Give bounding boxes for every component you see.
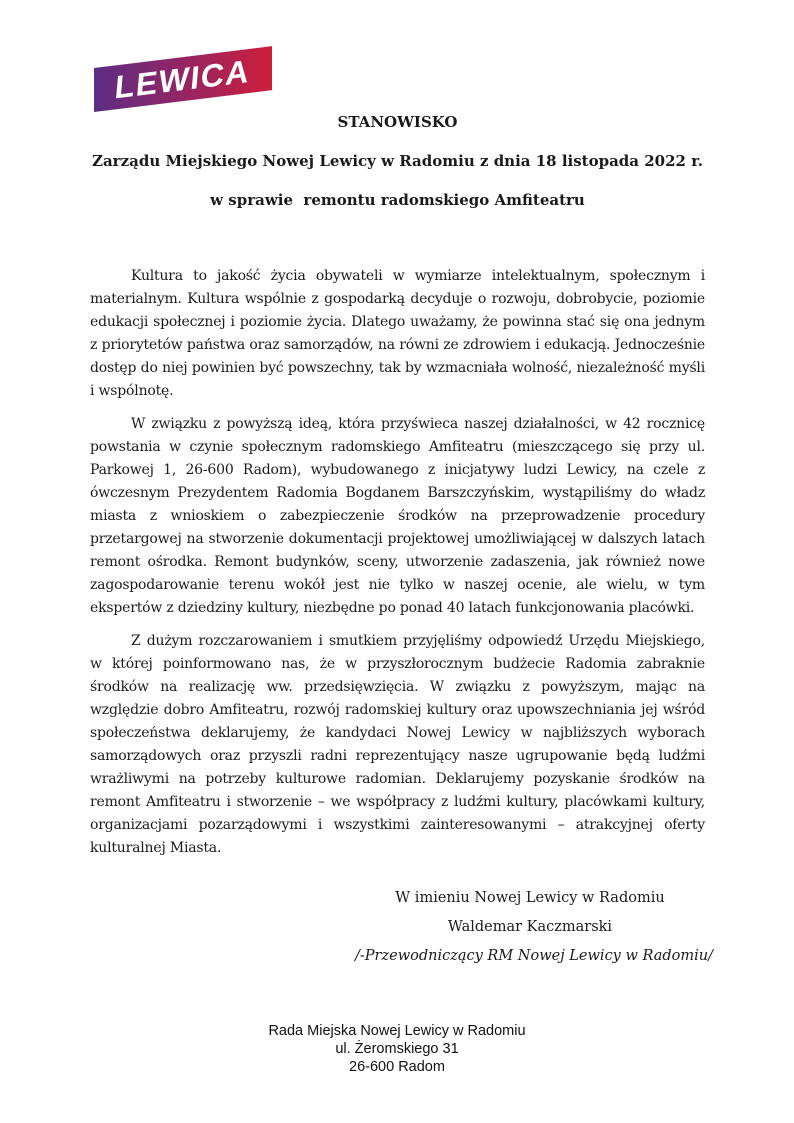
lewica-logo-text: LEWICA xyxy=(113,52,253,106)
signature-on-behalf: W imieniu Nowej Lewicy w Radomiu xyxy=(395,890,665,906)
document-headings xyxy=(90,114,705,209)
paragraph-3: Z dużym rozczarowaniem i smutkiem przyjęliśmy odpowiedź Urzędu Miejskiego, w której poinformowano nas, że w przyszłorocznym budżecie Radomia zabraknie środków na realizację ww. przedsięwzięcia. W związku z powyższym, mając na względzie dobro Amfiteatru, rozwój radomskiej kultury oraz upowszechniania jej wśród społeczeństwa deklarujemy, że kandydaci Nowej Lewicy w najbliższych wyborach samorządowych oraz przyszli radni reprezentujący nasze ugrupowanie będą ludźmi wrażliwymi na potrzeby kulturowe radomian. Deklarujemy pozyskanie środków na remont Amfiteatru i stworzenie – we współpracy z ludźmi kultury, placówkami kultury, organizacjami pozarządowymi i wszystkimi zainteresowanymi – atrakcyjnej oferty kulturalnej Miasta. xyxy=(90,633,705,856)
footer-organization: Rada Miejska Nowej Lewicy w Radomiu xyxy=(268,1023,526,1039)
document-subject: w sprawie remontu radomskiego Amfiteatru xyxy=(210,191,585,209)
paragraph-2: W związku z powyższą ideą, która przyświeca naszej działalności, w 42 rocznicę powstania w czynie społecznym radomskiego Amfiteatru (mieszczącego się przy ul. Parkowej 1, 26-600 Radom), wybudowanego z inicjatywy ludzi Lewicy, na czele z ówczesnym Prezydentem Radomia Bogdanem Barszczyńskim, wystąpiliśmy do władz miasta z wnioskiem o zabezpieczenie środków na przeprowadzenie procedury przetargowej na stworzenie dokumentacji projektowej umożliwiającej w dalszych latach remont ośrodka. Remont budynków, sceny, utworzenie zadaszenia, jak również nowe zagospodarowanie terenu wokół jest nie tylko w naszej ocenie, ale wielu, w tym ekspertów z dziedziny kultury, niezbędne po ponad 40 latach funkcjonowania placówki. xyxy=(90,416,705,616)
document-subtitle: Zarządu Miejskiego Nowej Lewicy w Radomiu z dnia 18 listopada 2022 r. xyxy=(92,152,703,170)
paragraph-1: Kultura to jakość życia obywateli w wymiarze intelektualnym, społecznym i materialnym. Kultura wspólnie z gospodarką decyduje o rozwoju, dobrobycie, poziomie edukacji społecznej i poziomie życia. Dlatego uważamy, że powinna stać się ona jednym z priorytetów państwa oraz samorządów, na równi ze zdrowiem i edukacją. Jednocześnie dostęp do niej powinien być powszechny, tak by wzmacniała wolność, niezależność myśli i wspólnotę. xyxy=(90,268,705,399)
footer-postal-city: 26-600 Radom xyxy=(349,1059,445,1075)
footer-street: ul. Żeromskiego 31 xyxy=(335,1041,459,1057)
footer-address-block xyxy=(0,1022,794,1076)
document-body xyxy=(90,265,705,860)
signature-role: /-Przewodniczący RM Nowej Lewicy w Radomiu/ xyxy=(355,948,714,964)
signature-name: Waldemar Kaczmarski xyxy=(447,919,613,935)
lewica-logo xyxy=(94,46,272,112)
signature-block xyxy=(355,884,714,971)
document-title: STANOWISKO xyxy=(337,113,458,131)
